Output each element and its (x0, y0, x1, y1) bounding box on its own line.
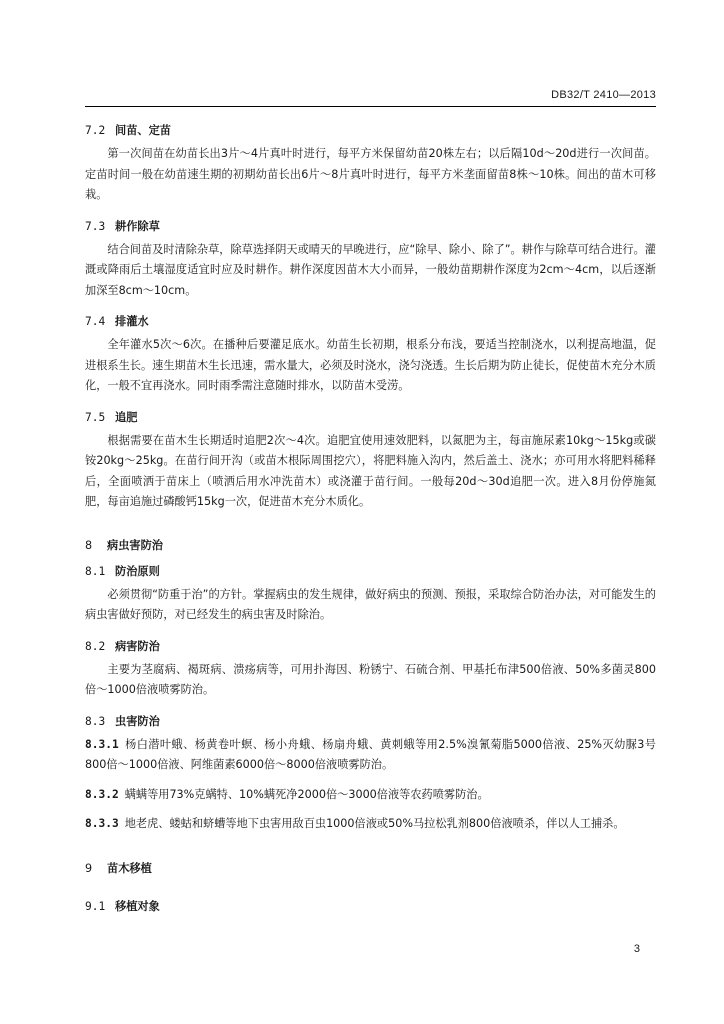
section-heading-7-4 (85, 309, 656, 335)
section-title: 防治原则 (115, 564, 160, 578)
item-number: 8.3.2 (85, 787, 119, 801)
chapter-title: 苗木移植 (107, 861, 152, 875)
section-number: 7.3 (85, 219, 106, 233)
section-title: 追肥 (115, 410, 138, 424)
chapter-heading-8 (85, 533, 656, 559)
paragraph-7-3: 结合间苗及时清除杂草，除草选择阴天或晴天的早晚进行，应“除早、除小、除了”。耕作与除草可结合进行。灌溉或降雨后土壤湿度适宜时应及时耕作。耕作深度因苗木大小而异，一般幼苗期耕作深度为2cm～4cm，以后逐渐加深至8cm～10cm。 (85, 242, 656, 297)
paragraph-7-2: 第一次间苗在幼苗长出3片～4片真叶时进行，每平方米保留幼苗20株左右；以后隔10d～20d进行一次间苗。定苗时间一般在幼苗速生期的初期幼苗长出6片～8片真叶时进行，每平方米垄面留苗8株～10株。间出的苗木可移栽。 (85, 147, 656, 201)
section-heading-7-3 (85, 214, 656, 240)
section-title: 移植对象 (115, 899, 160, 913)
item-number: 8.3.3 (85, 817, 119, 830)
spacer (85, 882, 656, 894)
section-heading-9-1 (85, 894, 656, 920)
section-title: 虫害防治 (115, 714, 160, 728)
section-title: 耕作除草 (115, 219, 160, 233)
paragraph-7-4: 全年灌水5次～6次。在播种后要灌足底水。幼苗生长初期，根系分布浅，要适当控制浇水，以利提高地温，促进根系生长。速生期苗木生长迅速，需水量大，必须及时浇水，浇匀浇透。生长后期为防止徒长，促使苗木充分木质化，一般不宜再浇水。同时雨季需注意随时排水，以防苗木受涝。 (85, 338, 656, 392)
section-heading-8-1 (85, 559, 656, 585)
paragraph-8-1: 必须贯彻“防重于治”的方针。掌握病虫的发生规律，做好病虫的预测、预报，采取综合防治办法，对可能发生的病虫害做好预防，对已经发生的病虫害及时除治。 (85, 587, 656, 621)
section-title: 间苗、定苗 (115, 124, 171, 137)
item-8-3-3 (85, 814, 656, 835)
chapter-heading-9 (85, 856, 656, 882)
section-title: 排灌水 (115, 315, 149, 328)
section-heading-7-5 (85, 405, 656, 431)
chapter-number: 9 (85, 861, 93, 875)
section-number: 8.2 (85, 639, 106, 653)
item-text: 地老虎、蝼蛄和蛴螬等地下虫害用敌百虫1000倍液或50%马拉松乳剂800倍液喷杀，伴以人工捕杀。 (124, 817, 625, 830)
section-heading-8-3 (85, 709, 656, 735)
section-number: 9.1 (85, 899, 106, 913)
header-rule (85, 106, 656, 107)
section-number: 7.4 (85, 315, 106, 328)
section-number: 7.5 (85, 410, 106, 424)
section-number: 8.1 (85, 564, 106, 578)
paragraph-7-5: 根据需要在苗木生长期适时追肥2次～4次。追肥宜使用速效肥料，以氮肥为主，每亩施尿素10kg～15kg或碳铵20kg～25kg。在苗行间开沟（或苗木根际周围挖穴），将肥料施入沟内，然后盖土、浇水；亦可用水将肥料稀释后，全面喷洒于苗床上（喷洒后用水冲洗苗木）或浇灌于苗行间。一般每20d～30d追肥一次。进入8月份停施氮肥，每亩追施过磷酸钙15kg一次，促进苗木充分木质化。 (85, 433, 656, 508)
item-8-3-1 (85, 735, 656, 776)
document-body (85, 118, 656, 920)
paragraph-8-2: 主要为茎腐病、褐斑病、溃疡病等，可用扑海因、粉锈宁、石硫合剂、甲基托布津500倍液、50%多菌灵800倍～1000倍液喷雾防治。 (85, 662, 656, 696)
item-text: 螨螨等用73%克螨特、10%螨死净2000倍～3000倍液等农药喷雾防治。 (124, 787, 489, 801)
document-code: DB32/T 2410—2013 (551, 89, 656, 101)
chapter-title: 病虫害防治 (107, 538, 163, 552)
page-number: 3 (633, 943, 640, 955)
section-title: 病害防治 (115, 639, 160, 653)
item-text: 杨白潜叶蛾、杨黄卷叶螟、杨小舟蛾、杨扇舟蛾、黄刺蛾等用2.5%溴氰菊脂5000倍液、25%灭幼脲3号800倍～1000倍液、阿维菌素6000倍～8000倍液喷雾防治。 (85, 737, 656, 771)
spacer (85, 521, 656, 533)
chapter-number: 8 (85, 538, 93, 552)
section-heading-7-2 (85, 118, 656, 144)
section-heading-8-2 (85, 634, 656, 660)
section-number: 7.2 (85, 124, 106, 137)
section-number: 8.3 (85, 714, 106, 728)
item-8-3-2 (85, 785, 656, 806)
spacer (85, 844, 656, 856)
item-number: 8.3.1 (85, 737, 119, 751)
